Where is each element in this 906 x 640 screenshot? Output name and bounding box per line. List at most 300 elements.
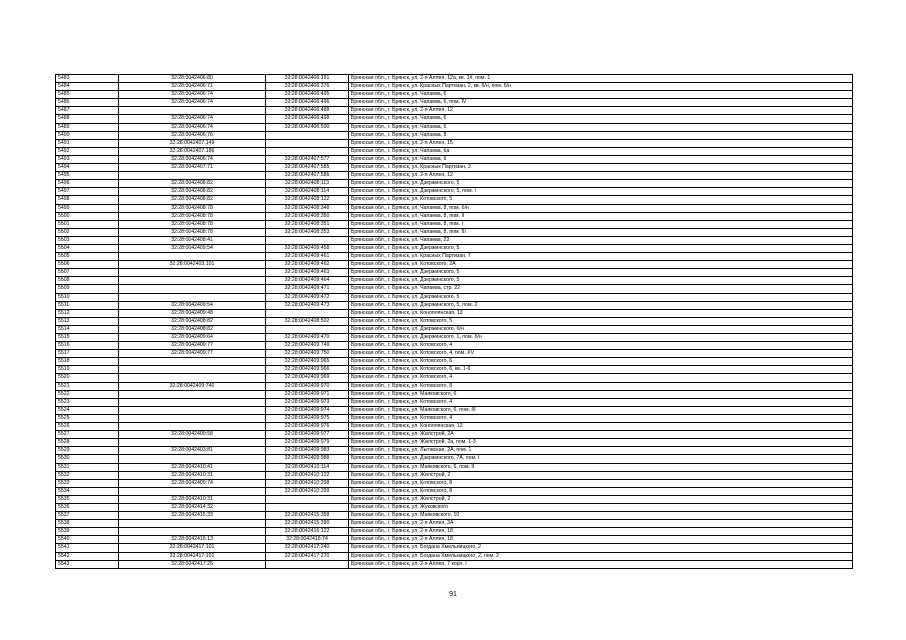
address-cell: Брянская обл., г. Брянск, ул. 2-я Аллея, 18 — [349, 528, 853, 536]
table-row — [56, 512, 853, 520]
cadastral-number-parent-cell — [119, 520, 266, 528]
table-row — [56, 180, 853, 188]
address-cell: Брянская обл., г. Брянск, ул. Чапаева, 8, пом. б/н — [349, 204, 853, 212]
row-number-cell: 5528 — [56, 439, 119, 447]
address-cell: Брянская обл., г. Брянск, ул. Красных Партизан, 7 — [349, 253, 853, 261]
cadastral-number-parent-cell: 32:28:0042408:41 — [119, 236, 266, 244]
table-row — [56, 172, 853, 180]
address-cell: Брянская обл., г. Брянск, ул. 2-я Аллея, 18 — [349, 536, 853, 544]
cadastral-number-cell: 32:28:0042416:122 — [266, 528, 349, 536]
cadastral-number-cell: 32:28:0042409:966 — [266, 366, 349, 374]
cadastral-number-parent-cell: 32:28:0042409:74 — [119, 479, 266, 487]
cadastral-number-parent-cell: 32:28:0042409:740 — [119, 382, 266, 390]
cadastral-number-cell: 32:28:0042406:488 — [266, 107, 349, 115]
row-number-cell: 5490 — [56, 131, 119, 139]
address-cell: Брянская обл., г. Брянск, ул. Котовского, 8 — [349, 382, 853, 390]
row-number-cell: 5489 — [56, 123, 119, 131]
row-number-cell: 5486 — [56, 99, 119, 107]
address-cell: Брянская обл., г. Брянск, ул. Дзержинского, 1, пом. б/н — [349, 334, 853, 342]
table-row — [56, 495, 853, 503]
cadastral-number-parent-cell: 32:28:0042417:101 — [119, 552, 266, 560]
cadastral-number-cell: 32:28:0042408:350 — [266, 212, 349, 220]
cadastral-number-cell: 32:28:0042409:977 — [266, 431, 349, 439]
cadastral-number-parent-cell: 32:28:0042408:78 — [119, 204, 266, 212]
address-cell: Брянская обл., г. Брянск, ул. Жилстрой, 2а, пом. 1-3 — [349, 439, 853, 447]
table-row — [56, 382, 853, 390]
address-cell: Брянская обл., г. Брянск, ул. Котовского, 2А — [349, 261, 853, 269]
cadastral-number-parent-cell — [119, 107, 266, 115]
address-cell: Брянская обл., г. Брянск, ул. Льговская, 2А, пом. 1 — [349, 447, 853, 455]
cadastral-number-parent-cell: 32:28:0042417:101 — [119, 544, 266, 552]
cadastral-number-parent-cell — [119, 277, 266, 285]
row-number-cell: 5505 — [56, 253, 119, 261]
row-number-cell: 5519 — [56, 366, 119, 374]
row-number-cell: 5536 — [56, 503, 119, 511]
address-cell: Брянская обл., г. Брянск, ул. Жилстрой, 2 — [349, 471, 853, 479]
address-cell: Брянская обл., г. Брянск, ул. Котовского, 5 — [349, 317, 853, 325]
table-row — [56, 253, 853, 261]
row-number-cell: 5514 — [56, 325, 119, 333]
table-row — [56, 244, 853, 252]
cadastral-number-cell: 32:28:0042409:979 — [266, 439, 349, 447]
cadastral-number-parent-cell: 32:28:0042406:74 — [119, 99, 266, 107]
cadastral-number-cell: 32:28:0042406:191 — [266, 75, 349, 83]
table-row — [56, 358, 853, 366]
row-number-cell: 5493 — [56, 155, 119, 163]
cadastral-number-cell: 32:28:0042409:965 — [266, 358, 349, 366]
table-row — [56, 269, 853, 277]
cadastral-number-parent-cell: 32:28:0042416:13 — [119, 536, 266, 544]
table-row — [56, 147, 853, 155]
cadastral-number-parent-cell: 32:28:0042408:78 — [119, 220, 266, 228]
table-row — [56, 309, 853, 317]
table-row — [56, 479, 853, 487]
cadastral-number-parent-cell: 32:28:0042408:82 — [119, 317, 266, 325]
table-row — [56, 423, 853, 431]
cadastral-number-parent-cell: 32:28:0042409:54 — [119, 244, 266, 252]
row-number-cell: 5510 — [56, 293, 119, 301]
row-number-cell: 5522 — [56, 390, 119, 398]
table-row — [56, 115, 853, 123]
table-row — [56, 131, 853, 139]
row-number-cell: 5485 — [56, 91, 119, 99]
row-number-cell: 5512 — [56, 309, 119, 317]
cadastral-number-cell: 32:28:0042406:498 — [266, 115, 349, 123]
row-number-cell: 5499 — [56, 204, 119, 212]
cadastral-number-parent-cell: 32:28:0042408:82 — [119, 325, 266, 333]
cadastral-number-cell: 32:28:0042415:390 — [266, 520, 349, 528]
cadastral-number-cell: 32:28:0042415:358 — [266, 512, 349, 520]
address-cell: Брянская обл., г. Брянск, ул. Котовского, 4 — [349, 414, 853, 422]
row-number-cell: 5495 — [56, 172, 119, 180]
cadastral-number-parent-cell — [119, 172, 266, 180]
cadastral-number-cell: 32:28:0042416:74 — [266, 536, 349, 544]
address-cell: Брянская обл., г. Брянск, ул. Чапаева, 8 — [349, 131, 853, 139]
row-number-cell: 5511 — [56, 301, 119, 309]
registry-table — [55, 74, 853, 569]
table-row — [56, 398, 853, 406]
cadastral-number-parent-cell: 32:28:0042409:77 — [119, 350, 266, 358]
row-number-cell: 5525 — [56, 414, 119, 422]
cadastral-number-parent-cell — [119, 406, 266, 414]
row-number-cell: 5487 — [56, 107, 119, 115]
cadastral-number-parent-cell — [119, 374, 266, 382]
table-row — [56, 390, 853, 398]
table-row — [56, 552, 853, 560]
cadastral-number-cell: 32:28:0042417:240 — [266, 544, 349, 552]
cadastral-number-cell: 32:28:0042408:348 — [266, 204, 349, 212]
table-row — [56, 164, 853, 172]
address-cell: Брянская обл., г. Брянск, ул. Чапаева, 6 — [349, 115, 853, 123]
row-number-cell: 5520 — [56, 374, 119, 382]
cadastral-number-cell: 32:28:0042409:973 — [266, 398, 349, 406]
row-number-cell: 5517 — [56, 350, 119, 358]
cadastral-number-cell: 32:28:0042409:971 — [266, 390, 349, 398]
cadastral-number-cell: 32:28:0042409:470 — [266, 334, 349, 342]
table-row — [56, 83, 853, 91]
table-row — [56, 75, 853, 83]
table-row — [56, 455, 853, 463]
address-cell: Брянская обл., г. Брянск, ул. Котовского, 4 — [349, 374, 853, 382]
address-cell: Брянская обл., г. Брянск, ул. Чапаева, 6 — [349, 155, 853, 163]
cadastral-number-cell: 32:28:0042410:299 — [266, 487, 349, 495]
cadastral-number-cell: 32:28:0042408:351 — [266, 220, 349, 228]
row-number-cell: 5521 — [56, 382, 119, 390]
address-cell: Брянская обл., г. Брянск, ул. 2-я Аллея, 3А — [349, 520, 853, 528]
cadastral-number-parent-cell — [119, 528, 266, 536]
cadastral-number-parent-cell — [119, 253, 266, 261]
address-cell: Брянская обл., г. Брянск, ул. Чапаева, 22 — [349, 236, 853, 244]
table-row — [56, 503, 853, 511]
cadastral-number-cell — [266, 503, 349, 511]
address-cell: Брянская обл., г. Брянск, ул. Чапаева, стр. 22 — [349, 285, 853, 293]
address-cell: Брянская обл., г. Брянск, ул. Жуковского — [349, 503, 853, 511]
address-cell: Брянская обл., г. Брянск, ул. Богдана Хмельницкого, 2, пом. 2 — [349, 552, 853, 560]
table-row — [56, 350, 853, 358]
address-cell: Брянская обл., г. Брянск, ул. Котовского, 4 — [349, 342, 853, 350]
cadastral-number-cell: 32:28:0042407:585 — [266, 164, 349, 172]
row-number-cell: 5513 — [56, 317, 119, 325]
address-cell: Брянская обл., г. Брянск, ул. Котовского, 4 — [349, 398, 853, 406]
table-row — [56, 463, 853, 471]
row-number-cell: 5491 — [56, 139, 119, 147]
address-cell: Брянская обл., г. Брянск, ул. Котовского, 8 — [349, 479, 853, 487]
table-row — [56, 123, 853, 131]
cadastral-number-parent-cell: 32:28:0042409:48 — [119, 309, 266, 317]
table-row — [56, 261, 853, 269]
cadastral-number-cell — [266, 325, 349, 333]
row-number-cell: 5532 — [56, 471, 119, 479]
table-row — [56, 220, 853, 228]
cadastral-number-parent-cell: 32:28:0042407:71 — [119, 164, 266, 172]
row-number-cell: 5498 — [56, 196, 119, 204]
row-number-cell: 5501 — [56, 220, 119, 228]
address-cell: Брянская обл., г. Брянск, ул. Котовского, 6, кв. 1-6 — [349, 366, 853, 374]
cadastral-number-parent-cell — [119, 390, 266, 398]
address-cell: Брянская обл., г. Брянск, ул. Дзержинского, 5, пом. 2 — [349, 301, 853, 309]
row-number-cell: 5533 — [56, 479, 119, 487]
cadastral-number-cell — [266, 560, 349, 568]
cadastral-number-parent-cell: 32:28:0042406:74 — [119, 115, 266, 123]
address-cell: Брянская обл., г. Брянск, ул. Богдана Хмельницкого, 2 — [349, 544, 853, 552]
cadastral-number-parent-cell: 32:28:0042407:149 — [119, 139, 266, 147]
address-cell: Брянская обл., г. Брянск, ул. Жилстрой, 2А — [349, 431, 853, 439]
cadastral-number-parent-cell: 32:28:0042409:54 — [119, 301, 266, 309]
row-number-cell: 5539 — [56, 528, 119, 536]
row-number-cell: 5508 — [56, 277, 119, 285]
cadastral-number-parent-cell: 32:28:0042406:76 — [119, 131, 266, 139]
table-row — [56, 285, 853, 293]
cadastral-number-cell: 32:28:0042410:132 — [266, 471, 349, 479]
address-cell: Брянская обл., г. Брянск, ул. Маяковского, 6 — [349, 390, 853, 398]
row-number-cell: 5500 — [56, 212, 119, 220]
cadastral-number-cell: 32:28:0042408:353 — [266, 228, 349, 236]
row-number-cell: 5541 — [56, 544, 119, 552]
cadastral-number-parent-cell: 32:28:0042410:31 — [119, 471, 266, 479]
row-number-cell: 5516 — [56, 342, 119, 350]
cadastral-number-parent-cell — [119, 423, 266, 431]
address-cell: Брянская обл., г. Брянск, ул. Дзержинского, 5 — [349, 293, 853, 301]
table-row — [56, 374, 853, 382]
address-cell: Брянская обл., г. Брянск, ул. Чапаева, 8, пом. II — [349, 212, 853, 220]
address-cell: Брянская обл., г. Брянск, ул. Дзержинского, 5 — [349, 180, 853, 188]
cadastral-number-cell: 32:28:0042406:496 — [266, 99, 349, 107]
registry-table-body — [56, 75, 853, 569]
table-row — [56, 293, 853, 301]
address-cell: Брянская обл., г. Брянск, ул. Чапаева, 6 — [349, 123, 853, 131]
cadastral-number-cell: 32:28:0042410:114 — [266, 463, 349, 471]
cadastral-number-cell — [266, 309, 349, 317]
registry-table-container — [55, 74, 852, 569]
table-row — [56, 99, 853, 107]
address-cell: Брянская обл., г. Брянск, ул. 2-я Аллея, 7 корп. I — [349, 560, 853, 568]
cadastral-number-cell: 32:28:0042407:586 — [266, 172, 349, 180]
row-number-cell: 5540 — [56, 536, 119, 544]
cadastral-number-cell: 32:28:0042409:988 — [266, 455, 349, 463]
row-number-cell: 5518 — [56, 358, 119, 366]
row-number-cell: 5494 — [56, 164, 119, 172]
cadastral-number-cell — [266, 131, 349, 139]
address-cell: Брянская обл., г. Брянск, ул. Котовского, 5 — [349, 196, 853, 204]
table-row — [56, 431, 853, 439]
row-number-cell: 5526 — [56, 423, 119, 431]
cadastral-number-parent-cell — [119, 487, 266, 495]
cadastral-number-cell: 32:28:0042409:464 — [266, 277, 349, 285]
address-cell: Брянская обл., г. Брянск, ул. Коноплянская, 13 — [349, 309, 853, 317]
table-row — [56, 471, 853, 479]
table-row — [56, 544, 853, 552]
row-number-cell: 5504 — [56, 244, 119, 252]
address-cell: Брянская обл., г. Брянск, ул. Дзержинского, б/н — [349, 325, 853, 333]
cadastral-number-cell: 32:28:0042410:298 — [266, 479, 349, 487]
row-number-cell: 5538 — [56, 520, 119, 528]
row-number-cell: 5509 — [56, 285, 119, 293]
row-number-cell: 5524 — [56, 406, 119, 414]
cadastral-number-parent-cell: 32:28:0042410:31 — [119, 495, 266, 503]
cadastral-number-cell: 32:28:0042408:113 — [266, 180, 349, 188]
cadastral-number-parent-cell: 32:28:0042408:82 — [119, 188, 266, 196]
table-row — [56, 406, 853, 414]
table-row — [56, 91, 853, 99]
cadastral-number-cell: 32:28:0042409:463 — [266, 269, 349, 277]
cadastral-number-parent-cell — [119, 358, 266, 366]
cadastral-number-parent-cell — [119, 269, 266, 277]
cadastral-number-cell: 32:28:0042409:473 — [266, 301, 349, 309]
cadastral-number-cell: 32:28:0042409:458 — [266, 244, 349, 252]
cadastral-number-parent-cell: 32:28:0042403:81 — [119, 447, 266, 455]
table-row — [56, 204, 853, 212]
row-number-cell: 5535 — [56, 495, 119, 503]
cadastral-number-cell: 32:28:0042409:969 — [266, 374, 349, 382]
cadastral-number-cell: 32:28:0042409:749 — [266, 342, 349, 350]
cadastral-number-cell: 32:28:0042409:976 — [266, 423, 349, 431]
table-row — [56, 212, 853, 220]
cadastral-number-parent-cell: 32:28:0042410:41 — [119, 463, 266, 471]
table-row — [56, 317, 853, 325]
cadastral-number-parent-cell: 32:28:0042417:26 — [119, 560, 266, 568]
row-number-cell: 5496 — [56, 180, 119, 188]
cadastral-number-cell: 32:28:0042406:500 — [266, 123, 349, 131]
cadastral-number-cell — [266, 495, 349, 503]
table-row — [56, 155, 853, 163]
address-cell: Брянская обл., г. Брянск, ул. Котовского, 8 — [349, 487, 853, 495]
cadastral-number-parent-cell: 32:28:0042406:74 — [119, 91, 266, 99]
row-number-cell: 5537 — [56, 512, 119, 520]
table-row — [56, 325, 853, 333]
table-row — [56, 366, 853, 374]
address-cell: Брянская обл., г. Брянск, ул. Дзержинского, 5 — [349, 269, 853, 277]
address-cell: Брянская обл., г. Брянск, ул. 2-я Аллея, 12 — [349, 107, 853, 115]
row-number-cell: 5507 — [56, 269, 119, 277]
address-cell: Брянская обл., г. Брянск, ул. Дзержинского, 5 — [349, 244, 853, 252]
table-row — [56, 342, 853, 350]
table-row — [56, 107, 853, 115]
address-cell: Брянская обл., г. Брянск, ул. Чапаева, 8, пом. I — [349, 220, 853, 228]
row-number-cell: 5503 — [56, 236, 119, 244]
table-row — [56, 188, 853, 196]
table-row — [56, 560, 853, 568]
address-cell: Брянская обл., г. Брянск, ул. 2-я Аллея, 15 — [349, 139, 853, 147]
row-number-cell: 5542 — [56, 552, 119, 560]
table-row — [56, 236, 853, 244]
row-number-cell: 5523 — [56, 398, 119, 406]
table-row — [56, 196, 853, 204]
table-row — [56, 277, 853, 285]
cadastral-number-cell: 32:28:0042408:122 — [266, 196, 349, 204]
cadastral-number-cell: 32:28:0042409:472 — [266, 293, 349, 301]
row-number-cell: 5483 — [56, 75, 119, 83]
table-row — [56, 228, 853, 236]
cadastral-number-parent-cell: 32:28:0042408:78 — [119, 212, 266, 220]
cadastral-number-cell — [266, 139, 349, 147]
address-cell: Брянская обл., г. Брянск, ул. Чапаева, 6 — [349, 91, 853, 99]
address-cell: Брянская обл., г. Брянск, ул. Чапаева, 6а — [349, 147, 853, 155]
cadastral-number-cell: 32:28:0042409:750 — [266, 350, 349, 358]
table-row — [56, 439, 853, 447]
address-cell: Брянская обл., г. Брянск, ул. Маяковского, 10 — [349, 512, 853, 520]
cadastral-number-cell: 32:28:0042409:461 — [266, 253, 349, 261]
cadastral-number-parent-cell — [119, 366, 266, 374]
address-cell: Брянская обл., г. Брянск, ул. Чапаева, 6, пом. IV — [349, 99, 853, 107]
row-number-cell: 5527 — [56, 431, 119, 439]
address-cell: Брянская обл., г. Брянск, ул. Дзержинского, 5 — [349, 277, 853, 285]
cadastral-number-parent-cell: 32:28:0042406:80 — [119, 75, 266, 83]
address-cell: Брянская обл., г. Брянск, ул. 2-я Аллея, 12а, кв. 1#, пом. 1 — [349, 75, 853, 83]
cadastral-number-cell: 32:28:0042408:114 — [266, 188, 349, 196]
cadastral-number-parent-cell: 32:28:0042415:33 — [119, 512, 266, 520]
row-number-cell: 5492 — [56, 147, 119, 155]
cadastral-number-parent-cell: 32:28:0042409:58 — [119, 431, 266, 439]
address-cell: Брянская обл., г. Брянск, ул. Красных Партизан, 2, кв. 6/н, пом. 6/н — [349, 83, 853, 91]
cadastral-number-parent-cell: 32:28:0042407:186 — [119, 147, 266, 155]
page-number: 91 — [449, 591, 457, 598]
address-cell: Брянская обл., г. Брянск, ул. Котовского, 4, пом. XV — [349, 350, 853, 358]
address-cell: Брянская обл., г. Брянск, ул. 2-я Аллея, 12 — [349, 172, 853, 180]
cadastral-number-parent-cell: 32:28:0042403:101 — [119, 261, 266, 269]
cadastral-number-parent-cell: 32:28:0042409:77 — [119, 342, 266, 350]
cadastral-number-cell: 32:28:0042406:495 — [266, 91, 349, 99]
cadastral-number-cell: 32:28:0042408:502 — [266, 317, 349, 325]
table-row — [56, 414, 853, 422]
cadastral-number-cell: 32:28:0042409:471 — [266, 285, 349, 293]
address-cell: Брянская обл., г. Брянск, ул. Маяковского, 6, пом. II — [349, 463, 853, 471]
cadastral-number-cell: 32:28:0042409:983 — [266, 447, 349, 455]
row-number-cell: 5497 — [56, 188, 119, 196]
cadastral-number-parent-cell — [119, 439, 266, 447]
address-cell: Брянская обл., г. Брянск, ул. Дзержинского, 7А, пом. I — [349, 455, 853, 463]
table-row — [56, 520, 853, 528]
cadastral-number-cell: 32:28:0042409:970 — [266, 382, 349, 390]
cadastral-number-parent-cell — [119, 398, 266, 406]
address-cell: Брянская обл., г. Брянск, ул. Маяковского, 6, пом. III — [349, 406, 853, 414]
cadastral-number-parent-cell: 32:28:0042414:32 — [119, 503, 266, 511]
row-number-cell: 5534 — [56, 487, 119, 495]
row-number-cell: 5515 — [56, 334, 119, 342]
row-number-cell: 5543 — [56, 560, 119, 568]
cadastral-number-cell: 32:28:0042409:975 — [266, 414, 349, 422]
row-number-cell: 5502 — [56, 228, 119, 236]
cadastral-number-parent-cell — [119, 455, 266, 463]
address-cell: Брянская обл., г. Брянск, ул. Жилстрой, 2 — [349, 495, 853, 503]
cadastral-number-parent-cell: 32:28:0042406:74 — [119, 155, 266, 163]
cadastral-number-parent-cell: 32:28:0042406:71 — [119, 83, 266, 91]
table-row — [56, 139, 853, 147]
address-cell: Брянская обл., г. Брянск, ул. Чапаева, 8, пом. III — [349, 228, 853, 236]
table-row — [56, 334, 853, 342]
cadastral-number-parent-cell — [119, 414, 266, 422]
address-cell: Брянская обл., г. Брянск, ул. Дзержинского, 5, пом. I — [349, 188, 853, 196]
cadastral-number-parent-cell — [119, 285, 266, 293]
row-number-cell: 5530 — [56, 455, 119, 463]
cadastral-number-cell: 32:28:0042407:577 — [266, 155, 349, 163]
cadastral-number-parent-cell — [119, 293, 266, 301]
row-number-cell: 5529 — [56, 447, 119, 455]
table-row — [56, 301, 853, 309]
address-cell: Брянская обл., г. Брянск, ул. Котовского, 6 — [349, 358, 853, 366]
cadastral-number-cell: 32:28:0042406:376 — [266, 83, 349, 91]
row-number-cell: 5488 — [56, 115, 119, 123]
cadastral-number-cell — [266, 236, 349, 244]
table-row — [56, 536, 853, 544]
row-number-cell: 5484 — [56, 83, 119, 91]
cadastral-number-parent-cell: 32:28:0042406:74 — [119, 123, 266, 131]
cadastral-number-cell: 32:28:0042409:974 — [266, 406, 349, 414]
cadastral-number-parent-cell: 32:28:0042408:82 — [119, 196, 266, 204]
table-row — [56, 487, 853, 495]
row-number-cell: 5506 — [56, 261, 119, 269]
cadastral-number-cell: 32:28:0042409:462 — [266, 261, 349, 269]
table-row — [56, 528, 853, 536]
